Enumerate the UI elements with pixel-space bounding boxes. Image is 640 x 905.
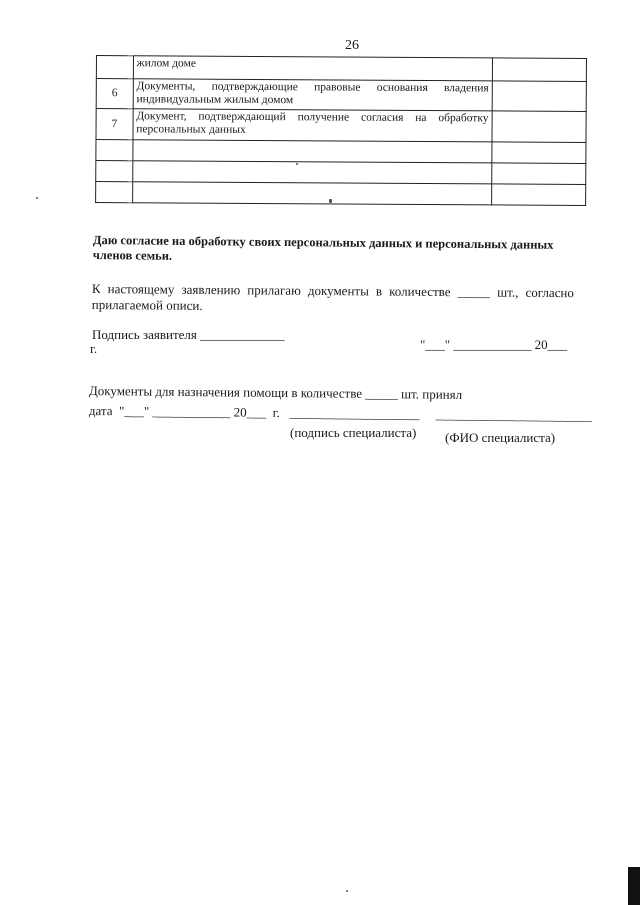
row-description	[132, 182, 491, 205]
scan-speck	[346, 890, 348, 892]
attachment-statement: К настоящему заявлению прилагаю документы в количестве _____ шт., согласно прилагаемой описи.	[91, 281, 574, 313]
acceptance-line: Документы для назначения помощи в количестве _____ шт. принял	[88, 383, 463, 402]
row-description	[132, 161, 491, 184]
scan-speck	[296, 163, 298, 165]
scan-speck	[36, 197, 38, 199]
row-number: 7	[96, 109, 133, 140]
table-row	[96, 182, 586, 206]
row-extra-cell	[492, 58, 586, 82]
consent-statement: Даю согласие на обработку своих персональных данных и персональных данных членов семьи.	[92, 233, 554, 263]
row-description	[133, 140, 492, 163]
row-description: жилом доме	[133, 56, 492, 81]
row-extra-cell	[492, 111, 586, 143]
table-row	[96, 79, 586, 112]
row-number	[96, 140, 133, 161]
row-extra-cell	[492, 163, 586, 185]
row-extra-cell	[492, 142, 586, 164]
row-number	[96, 182, 133, 203]
applicant-signature-year-suffix: г.	[90, 341, 98, 356]
applicant-signature-date: "___" ____________ 20___	[420, 337, 568, 352]
row-number: 6	[96, 79, 133, 109]
row-description: Документы, подтверждающие правовые основания владения индивидуальным жилым домом	[133, 79, 492, 111]
row-number	[96, 161, 133, 182]
acceptance-date-line: дата "___" ____________ 20___ г. ____________________ ________________________	[88, 403, 592, 424]
table-row	[96, 109, 586, 143]
specialist-name-caption: (ФИО специалиста)	[445, 430, 556, 445]
table-row	[96, 140, 586, 164]
table-row	[96, 161, 586, 185]
table-row	[96, 56, 586, 82]
row-extra-cell	[491, 184, 585, 206]
row-number	[96, 56, 133, 79]
page-number: 26	[345, 38, 359, 53]
documents-table	[95, 55, 587, 206]
row-extra-cell	[492, 81, 586, 112]
applicant-signature-label: Подпись заявителя _____________	[92, 327, 285, 342]
scan-edge-mark	[628, 867, 640, 905]
row-description: Документ, подтверждающий получение согласия на обработку персональных данных	[133, 109, 492, 142]
specialist-signature-caption: (подпись специалиста)	[290, 425, 417, 440]
scan-speck	[329, 199, 332, 203]
